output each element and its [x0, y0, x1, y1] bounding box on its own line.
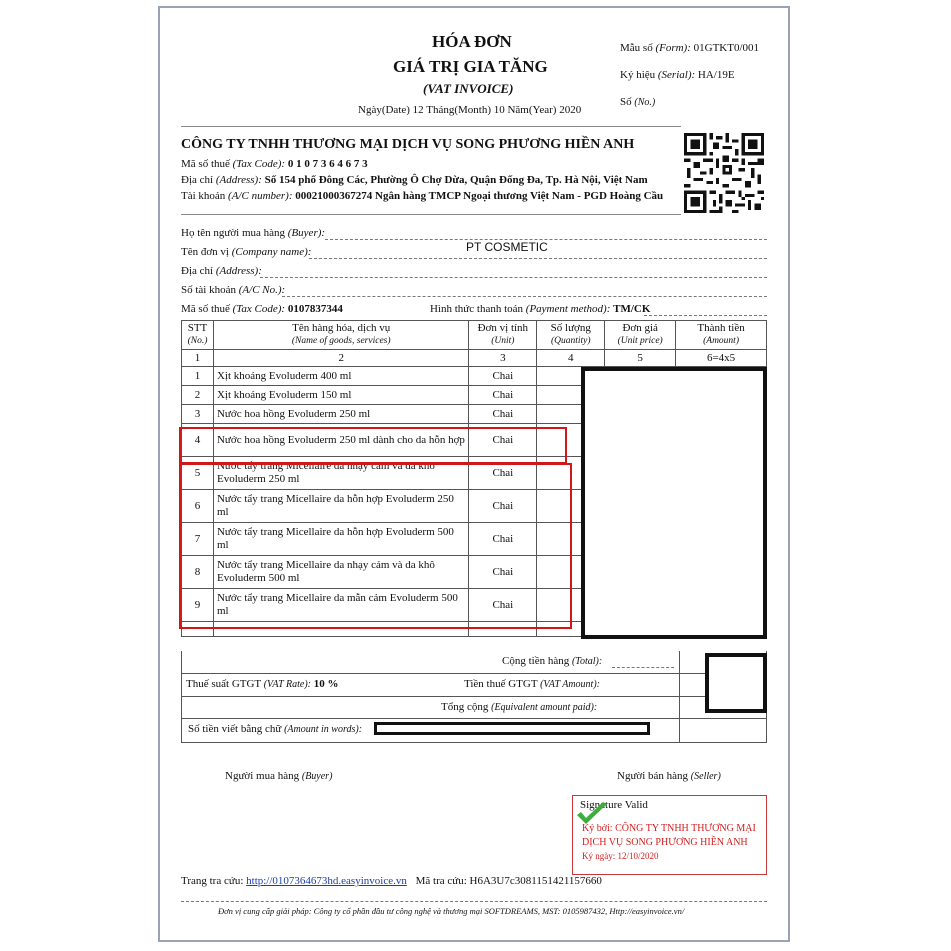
item-name: Xịt khoáng Evoluderm 150 ml — [213, 386, 468, 405]
header-label: STT — [187, 322, 208, 334]
signed-date: Ký ngày: 12/10/2020 — [582, 851, 659, 861]
buyer-signature — [225, 770, 332, 782]
header-label: Đơn vị tính — [477, 322, 529, 334]
column-number: 4 — [537, 350, 605, 367]
grand-total — [441, 701, 597, 713]
company-value: PT COSMETIC — [466, 240, 548, 254]
column-header-unit-price — [605, 321, 676, 350]
serial-value: HA/19E — [697, 69, 735, 81]
form-label-en: (Form): — [655, 42, 691, 54]
header-label-en: (Unit) — [491, 336, 515, 346]
seller-tax-label: Mã số thuế — [181, 158, 230, 170]
amount-words-label-en: (Amount in words): — [284, 724, 363, 735]
invoice-date: Ngày(Date) 12 Tháng(Month) 10 Năm(Year) 2020 — [358, 104, 582, 116]
form-value: 01GTKT0/001 — [693, 42, 760, 54]
column-header-no — [182, 321, 214, 350]
seller-tax-label-en: (Tax Code): — [232, 158, 286, 170]
item-name: Nước tẩy trang Micellaire da hỗn hợp Evoluderm 500 ml — [213, 523, 468, 556]
highlight-rows-5-9 — [179, 463, 572, 629]
company-label: Tên đơn vị — [181, 246, 229, 258]
seller-address-label: Địa chỉ — [181, 174, 214, 186]
lookup-info — [181, 875, 602, 887]
seller-name: CÔNG TY TNHH THƯƠNG MẠI DỊCH VỤ SONG PHƯƠNG HIỀN ANH — [181, 137, 635, 152]
serial-label: Ký hiệu — [620, 69, 656, 81]
vat-amount-label: Tiền thuế GTGT — [464, 678, 538, 690]
invoice-number — [620, 96, 655, 108]
item-name: Nước tẩy trang Micellaire da mẫn cảm Evoluderm 500 ml — [213, 589, 468, 622]
row-number: 4 — [182, 424, 214, 457]
column-number-row — [182, 350, 767, 367]
header-label-en: (Quantity) — [550, 336, 591, 346]
signed-by-company: DỊCH VỤ SONG PHƯƠNG HIỀN ANH — [582, 837, 748, 848]
buyer-signature-label: Người mua hàng — [225, 770, 300, 782]
invoice-title-en: (VAT INVOICE) — [423, 81, 514, 96]
buyer-tax-value: 0107837344 — [287, 303, 343, 315]
item-unit: Chai — [469, 405, 537, 424]
form-number — [620, 42, 759, 54]
total-row — [181, 651, 767, 674]
buyer-name-label: Họ tên người mua hàng — [181, 227, 286, 239]
total-dots — [612, 667, 674, 668]
column-header-unit — [469, 321, 537, 350]
vat-rate-value: 10 % — [313, 678, 339, 690]
row-number: 9 — [182, 589, 214, 622]
total-label-group — [502, 655, 602, 667]
vat-rate-label: Thuế suất GTGT — [186, 678, 261, 690]
company-dots — [309, 258, 767, 259]
item-unit: Chai — [469, 386, 537, 405]
company-label-en: (Company name): — [231, 246, 312, 258]
column-number: 2 — [213, 350, 468, 367]
column-number: 6=4x5 — [676, 350, 767, 367]
header-label-en: (Amount) — [703, 336, 739, 346]
buyer-account — [181, 284, 285, 296]
redacted-prices-box — [581, 367, 767, 639]
lookup-code-value: H6A3U7c308115142115766​0 — [469, 875, 602, 887]
row-number: 6 — [182, 490, 214, 523]
header-label-en: (No.) — [187, 336, 208, 346]
item-unit: Chai — [469, 589, 537, 622]
buyer-account-dots — [282, 296, 767, 297]
total-label: Cộng tiền hàng — [502, 655, 570, 667]
column-number: 5 — [605, 350, 676, 367]
seller-address-label-en: (Address): — [215, 174, 262, 186]
lookup-label: Trang tra cứu: — [181, 875, 244, 887]
item-unit: Chai — [469, 367, 537, 386]
seller-address-value: Số 154 phố Đông Các, Phường Ô Chợ Dừa, Quận Đống Đa, Tp. Hà Nội, Việt Nam — [264, 174, 648, 186]
seller-signature-label: Người bán hàng — [617, 770, 689, 782]
amount-in-words — [188, 723, 362, 735]
payment-dots — [644, 315, 767, 316]
grand-total-label: Tổng cộng — [441, 701, 489, 713]
lookup-url-link[interactable]: http://0107364673hd.easyinvoice.vn — [246, 875, 407, 887]
vat-rate — [186, 678, 339, 690]
number-label-en: (No.) — [634, 97, 656, 108]
seller-account-label-en: (A/C number): — [228, 190, 293, 202]
buyer-tax-label: Mã số thuế — [181, 303, 230, 315]
item-name: Nước tẩy trang Micellaire da nhạy cảm và da khô Evoluderm 250 ml — [213, 457, 468, 490]
seller-tax-code — [181, 158, 368, 170]
seller-signature — [617, 770, 721, 782]
seller-account-label: Tài khoản — [181, 190, 226, 202]
payment-value: TM/CK — [613, 303, 651, 315]
vat-amount — [464, 678, 600, 690]
lookup-code-label: Mã tra cứu: — [415, 875, 467, 887]
buyer-address-label: Địa chỉ — [181, 265, 214, 277]
signed-by: Ký bởi: CÔNG TY TNHH THƯƠNG MẠI — [582, 823, 756, 834]
vat-rate-label-en: (VAT Rate): — [263, 679, 312, 690]
buyer-account-label-en: (A/C No.): — [238, 284, 286, 296]
provider-info: Đơn vị cung cấp giải pháp: Công ty cổ phần đầu tư công nghệ và thương mại SOFTDREAMS, MST: 0105987432, Http://easyinvoice.vn/ — [218, 906, 685, 916]
vat-row — [181, 674, 767, 697]
grand-total-label-en: (Equivalent amount paid): — [491, 702, 598, 713]
footer-divider — [181, 901, 767, 902]
buyer-account-label: Số tài khoản — [181, 284, 236, 296]
item-name: Nước tẩy trang Micellaire da hỗn hợp Evoluderm 250 ml — [213, 490, 468, 523]
row-number: 5 — [182, 457, 214, 490]
item-name: Nước hoa hồng Evoluderm 250 ml — [213, 405, 468, 424]
buyer-address-dots — [260, 277, 767, 278]
row-number: 2 — [182, 386, 214, 405]
buyer-tax-code — [181, 303, 343, 315]
payment-method — [430, 303, 650, 315]
seller-signature-label-en: (Seller) — [690, 771, 721, 782]
seller-divider — [181, 214, 681, 215]
payment-label-en: (Payment method): — [525, 303, 611, 315]
item-name: Nước hoa hồng Evoluderm 250 ml dành cho da hỗn hợp — [213, 424, 468, 457]
seller-account-value: 00021000367274 Ngân hàng TMCP Ngoại thương Việt Nam - PGD Hoàng Cầu — [295, 190, 664, 202]
buyer-address — [181, 265, 262, 277]
invoice-title-vat: GIÁ TRỊ GIA TĂNG — [393, 57, 548, 76]
buyer-company — [181, 246, 311, 258]
column-header-quantity — [537, 321, 605, 350]
buyer-address-label-en: (Address): — [215, 265, 262, 277]
header-label-en: (Unit price) — [617, 336, 663, 346]
header-label-en: (Name of goods, services) — [291, 336, 391, 346]
serial-number — [620, 69, 735, 81]
header-divider — [181, 126, 681, 127]
column-number: 3 — [469, 350, 537, 367]
amount-words-label: Số tiền viết bằng chữ — [188, 723, 282, 735]
total-label-en: (Total): — [571, 656, 603, 667]
qr-code-icon — [684, 133, 764, 213]
header-label: Tên hàng hóa, dịch vụ — [292, 322, 391, 334]
row-number: 3 — [182, 405, 214, 424]
item-unit: Chai — [469, 490, 537, 523]
payment-label: Hình thức thanh toán — [430, 303, 524, 315]
item-name: Xịt khoáng Evoluderm 400 ml — [213, 367, 468, 386]
column-number: 1 — [182, 350, 214, 367]
seller-tax-value: 0 1 0 7 3 6 4 6 7 3 — [287, 158, 368, 170]
column-header-amount — [676, 321, 767, 350]
form-label: Mẫu số — [620, 42, 653, 54]
buyer-name-label-en: (Buyer): — [287, 227, 326, 239]
item-unit: Chai — [469, 457, 537, 490]
redacted-amount-words — [374, 722, 650, 735]
item-unit: Chai — [469, 556, 537, 589]
signature-valid-text: Signature Valid — [580, 799, 648, 811]
seller-account — [181, 190, 663, 202]
header-label: Số lượng — [550, 322, 591, 334]
column-header-name — [213, 321, 468, 350]
row-number: 8 — [182, 556, 214, 589]
serial-label-en: (Serial): — [657, 69, 696, 81]
digital-signature-box — [572, 795, 767, 875]
redacted-totals-box — [705, 653, 767, 713]
row-number: 1 — [182, 367, 214, 386]
buyer-name — [181, 227, 325, 239]
seller-address — [181, 174, 648, 186]
highlight-row-4 — [179, 427, 567, 464]
buyer-tax-label-en: (Tax Code): — [232, 303, 286, 315]
item-unit: Chai — [469, 523, 537, 556]
invoice-title: HÓA ĐƠN — [432, 32, 512, 51]
header-label: Thành tiền — [697, 322, 745, 334]
table-header-row — [182, 321, 767, 350]
buyer-signature-label-en: (Buyer) — [301, 771, 333, 782]
number-label: Số — [620, 96, 632, 108]
header-label: Đơn giá — [622, 322, 658, 334]
grand-total-row — [181, 697, 767, 719]
item-unit: Chai — [469, 424, 537, 457]
item-name: Nước tẩy trang Micellaire da nhạy cảm và da khô Evoluderm 500 ml — [213, 556, 468, 589]
vat-amount-label-en: (VAT Amount): — [540, 679, 600, 690]
row-number: 7 — [182, 523, 214, 556]
